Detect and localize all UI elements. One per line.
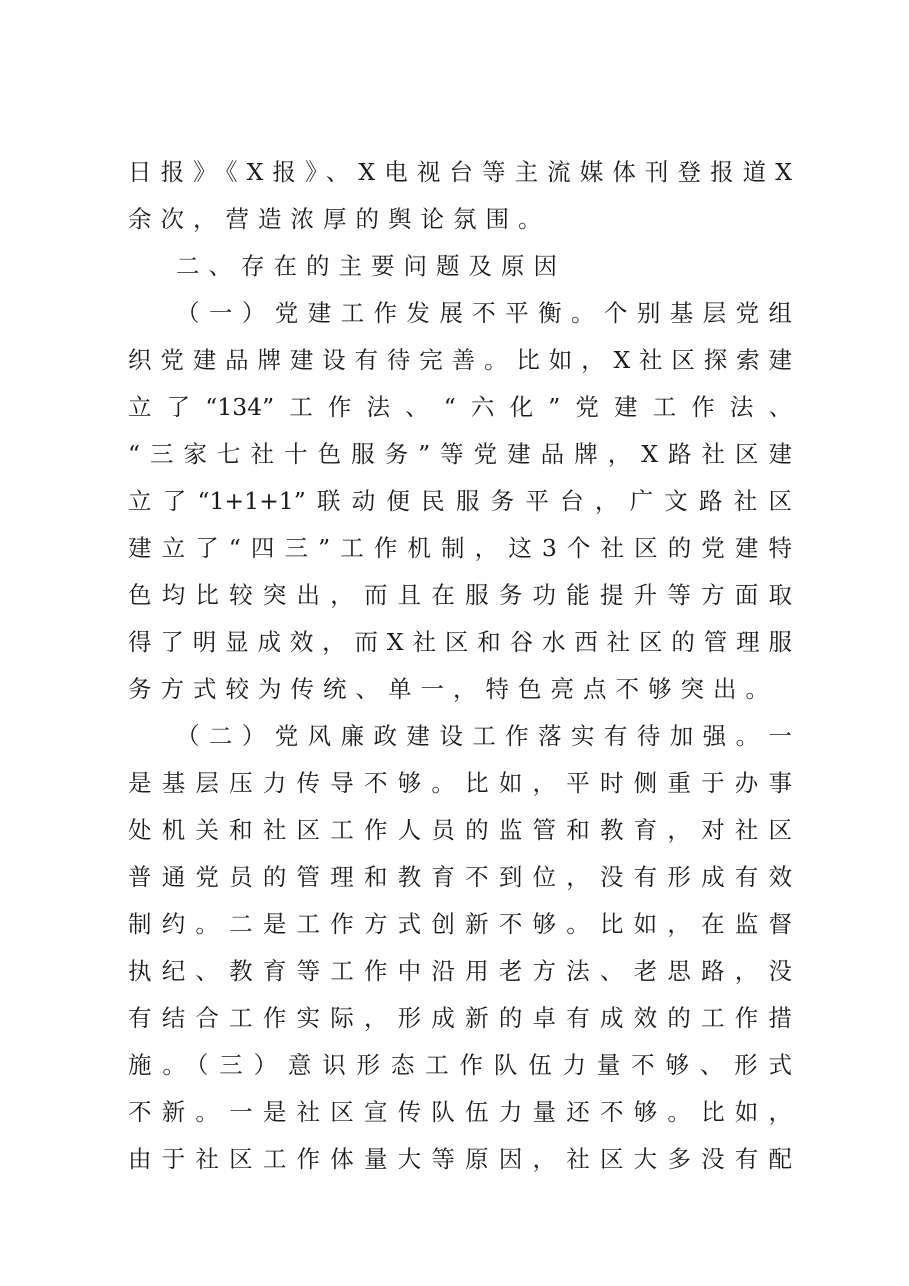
- text-line: 制约。二是工作方式创新不够。比如，在监督: [128, 910, 792, 938]
- section-heading: 二、存在的主要问题及原因: [176, 252, 566, 280]
- text-line: 不新。一是社区宣传队伍力量还不够。比如，: [128, 1098, 792, 1126]
- text-line: 日报》《X报》、X电视台等主流媒体刊登报道X: [128, 158, 792, 186]
- text-line: 务方式较为传统、单一，特色亮点不够突出。: [128, 675, 778, 703]
- text-line: “三家七社十色服务”等党建品牌，X路社区建: [128, 440, 792, 468]
- text-line: 立了“134”工作法、“六化”党建工作法、: [128, 393, 792, 421]
- text-line: 立了“1+1+1”联动便民服务平台，广文路社区: [128, 487, 792, 515]
- text-line: 施。（三）意识形态工作队伍力量不够、形式: [128, 1051, 792, 1079]
- text-line: 是基层压力传导不够。比如，平时侧重于办事: [128, 769, 792, 797]
- text-line: 余次，营造浓厚的舆论氛围。: [128, 205, 551, 233]
- text-line: 执纪、教育等工作中沿用老方法、老思路，没: [128, 957, 792, 985]
- text-line: （二）党风廉政建设工作落实有待加强。一: [176, 722, 792, 750]
- body-text: [128, 156, 792, 1190]
- text-line: 由于社区工作体量大等原因，社区大多没有配: [128, 1145, 792, 1173]
- text-line: 色均比较突出，而且在服务功能提升等方面取: [128, 581, 792, 609]
- text-line: 处机关和社区工作人员的监管和教育，对社区: [128, 816, 792, 844]
- text-line: 得了明显成效，而X社区和谷水西社区的管理服: [128, 628, 792, 656]
- text-line: 织党建品牌建设有待完善。比如，X社区探索建: [128, 346, 792, 374]
- text-line: 建立了“四三”工作机制，这3个社区的党建特: [128, 534, 792, 562]
- text-line: 普通党员的管理和教育不到位，没有形成有效: [128, 863, 792, 891]
- text-line: 有结合工作实际，形成新的卓有成效的工作措: [128, 1004, 792, 1032]
- text-line: （一）党建工作发展不平衡。个别基层党组: [176, 299, 792, 327]
